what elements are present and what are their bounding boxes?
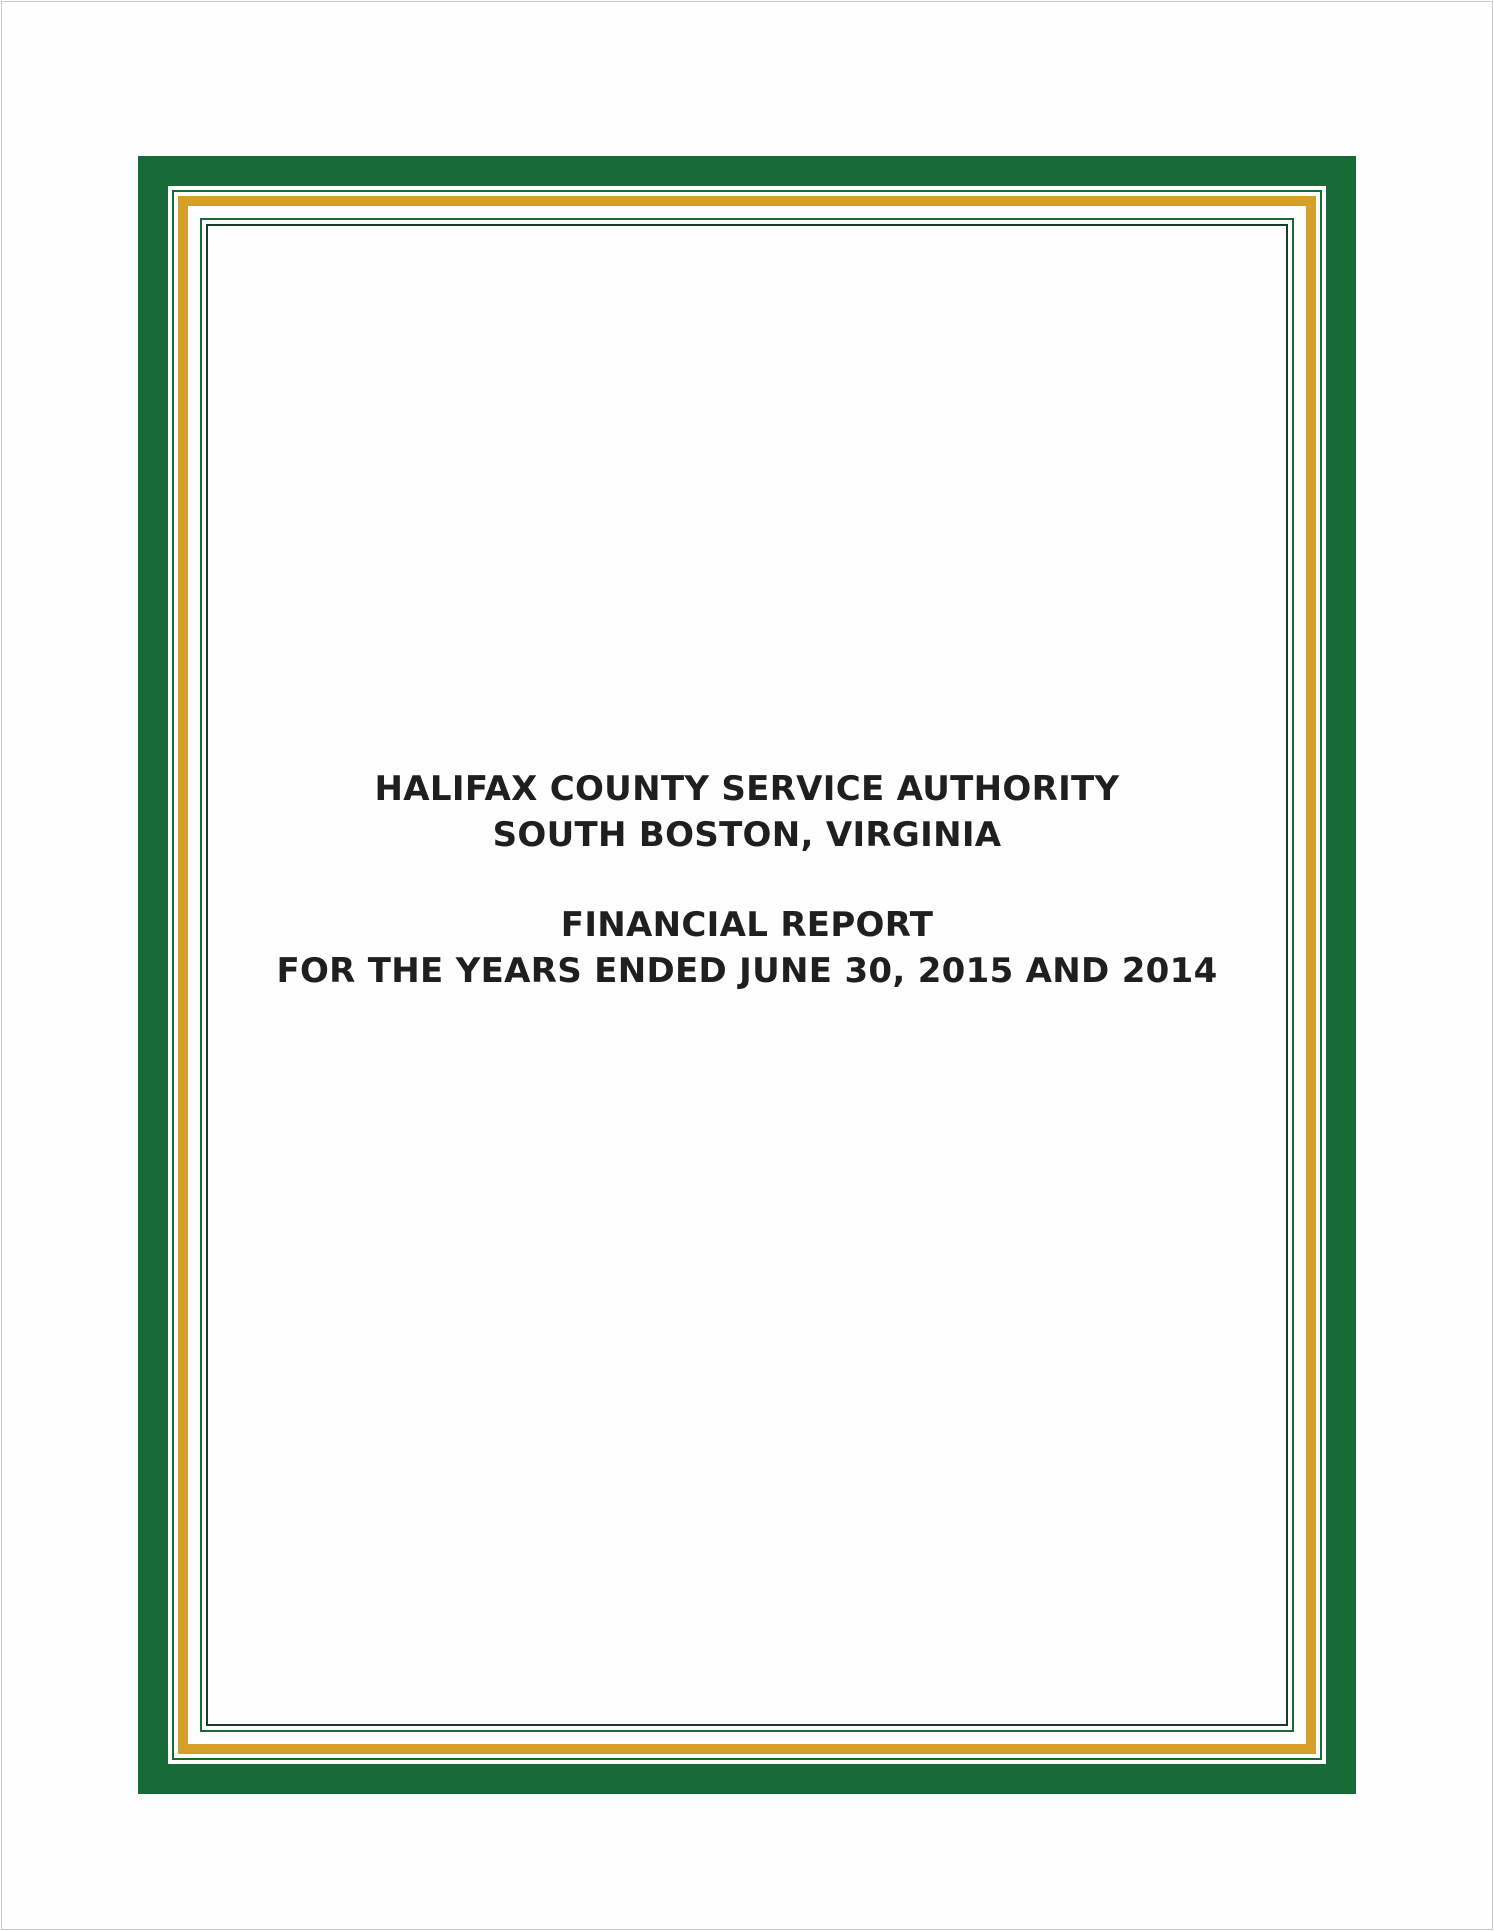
document-page — [1, 1, 1493, 1930]
organization-location: SOUTH BOSTON, VIRGINIA — [492, 815, 1002, 855]
title-spacer — [208, 858, 1286, 902]
organization-name: HALIFAX COUNTY SERVICE AUTHORITY — [374, 769, 1120, 809]
report-title: FINANCIAL REPORT — [560, 905, 934, 945]
cover-title-block — [208, 766, 1286, 994]
content-panel — [206, 224, 1288, 1726]
border-inner-white — [168, 186, 1326, 1764]
report-period: FOR THE YEARS ENDED JUNE 30, 2015 AND 2014 — [276, 951, 1218, 991]
decorative-border-green — [138, 156, 1356, 1794]
